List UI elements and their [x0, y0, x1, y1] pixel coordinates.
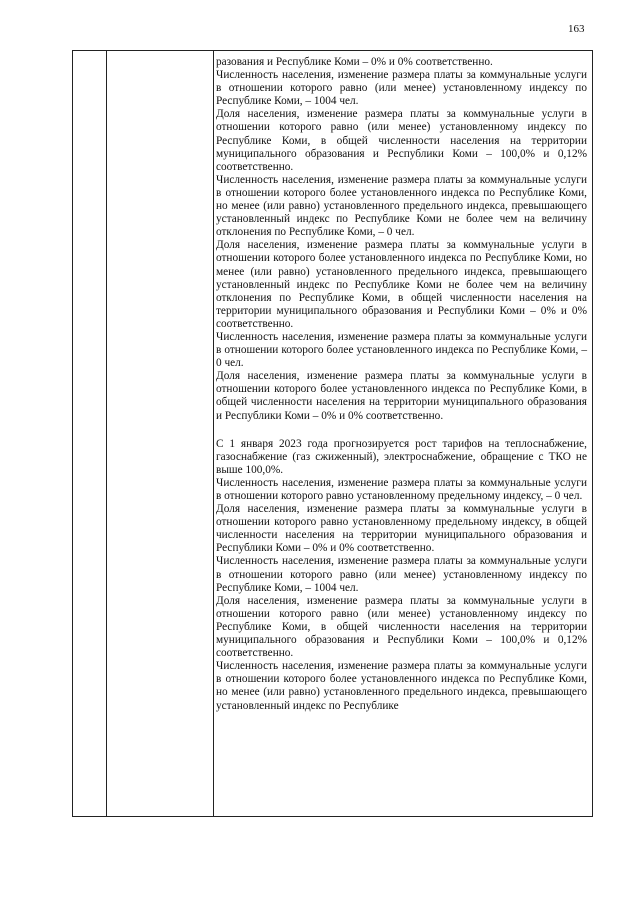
paragraph: Доля населения, изменение размера платы за коммунальные услуги в отношении которого более установленного индекса по Республике Коми, в общей численности населения на территории муниципального образования и Республики Коми – 0% и 0% соответственно. [216, 370, 587, 422]
paragraph: Численность населения, изменение размера платы за коммунальные услуги в отношении которого более установленного индекса по Республике Коми, но менее (или равно) установленного предельного индекса, превышающего установленный индекс по Республике Коми не более чем на величину отклонения по Республике Коми, – 0 чел. [216, 173, 587, 239]
paragraph: Численность населения, изменение размера платы за коммунальные услуги в отношении которого более установленного индекса по Республике Коми, но менее (или равно) установленного предельного индекса, превышающего установленный индекс по Республике [216, 660, 587, 712]
paragraph: Доля населения, изменение размера платы за коммунальные услуги в отношении которого более установленного индекса по Республике Коми, но менее (или равно) установленного предельного индекса, превышающего установленный индекс по Республике Коми не более чем на величину отклонения по Республике Коми, в общей численности населения на территории муниципального образования и Республики Коми – 0% и 0% соответственно. [216, 239, 587, 330]
paragraph: разования и Республике Коми – 0% и 0% соответственно. [216, 56, 493, 68]
paragraph: Численность населения, изменение размера платы за коммунальные услуги в отношении которого равно (или менее) установленному индексу по Республике Коми, – 1004 чел. [216, 69, 587, 108]
page-number: 163 [568, 23, 585, 35]
paragraph: Численность населения, изменение размера платы за коммунальные услуги в отношении которого равно установленному предельному индексу, – 0 чел. [216, 476, 587, 502]
paragraph: Доля населения, изменение размера платы за коммунальные услуги в отношении которого равно установленному предельному индексу, в общей численности населения на территории муниципального образования и Республики Коми – 0% и 0% соответственно. [216, 503, 587, 555]
table-cell-text [216, 56, 587, 713]
paragraph: С 1 января 2023 года прогнозируется рост тарифов на теплоснабжение, газоснабжение (газ сжиженный), электроснабжение, обращение с ТКО не выше 100,0%. [216, 437, 587, 476]
paragraph-gap [216, 423, 587, 438]
paragraph: Численность населения, изменение размера платы за коммунальные услуги в отношении которого равно (или менее) установленному индексу по Республике Коми, – 1004 чел. [216, 555, 587, 594]
paragraph: Численность населения, изменение размера платы за коммунальные услуги в отношении которого более установленного индекса по Республике Коми, – 0 чел. [216, 330, 587, 370]
table-column-divider-1 [106, 51, 107, 816]
table-column-divider-2 [213, 51, 214, 816]
document-table [72, 50, 593, 817]
paragraph: Доля населения, изменение размера платы за коммунальные услуги в отношении которого равно (или менее) установленному индексу по Республике Коми, в общей численности населения на территории муниципального образования и Республики Коми – 100,0% и 0,12% соответственно. [216, 108, 587, 173]
paragraph: Доля населения, изменение размера платы за коммунальные услуги в отношении которого равно (или менее) установленному индексу по Республике Коми, в общей численности населения на территории муниципального образования и Республики Коми – 100,0% и 0,12% соответственно. [216, 594, 587, 660]
